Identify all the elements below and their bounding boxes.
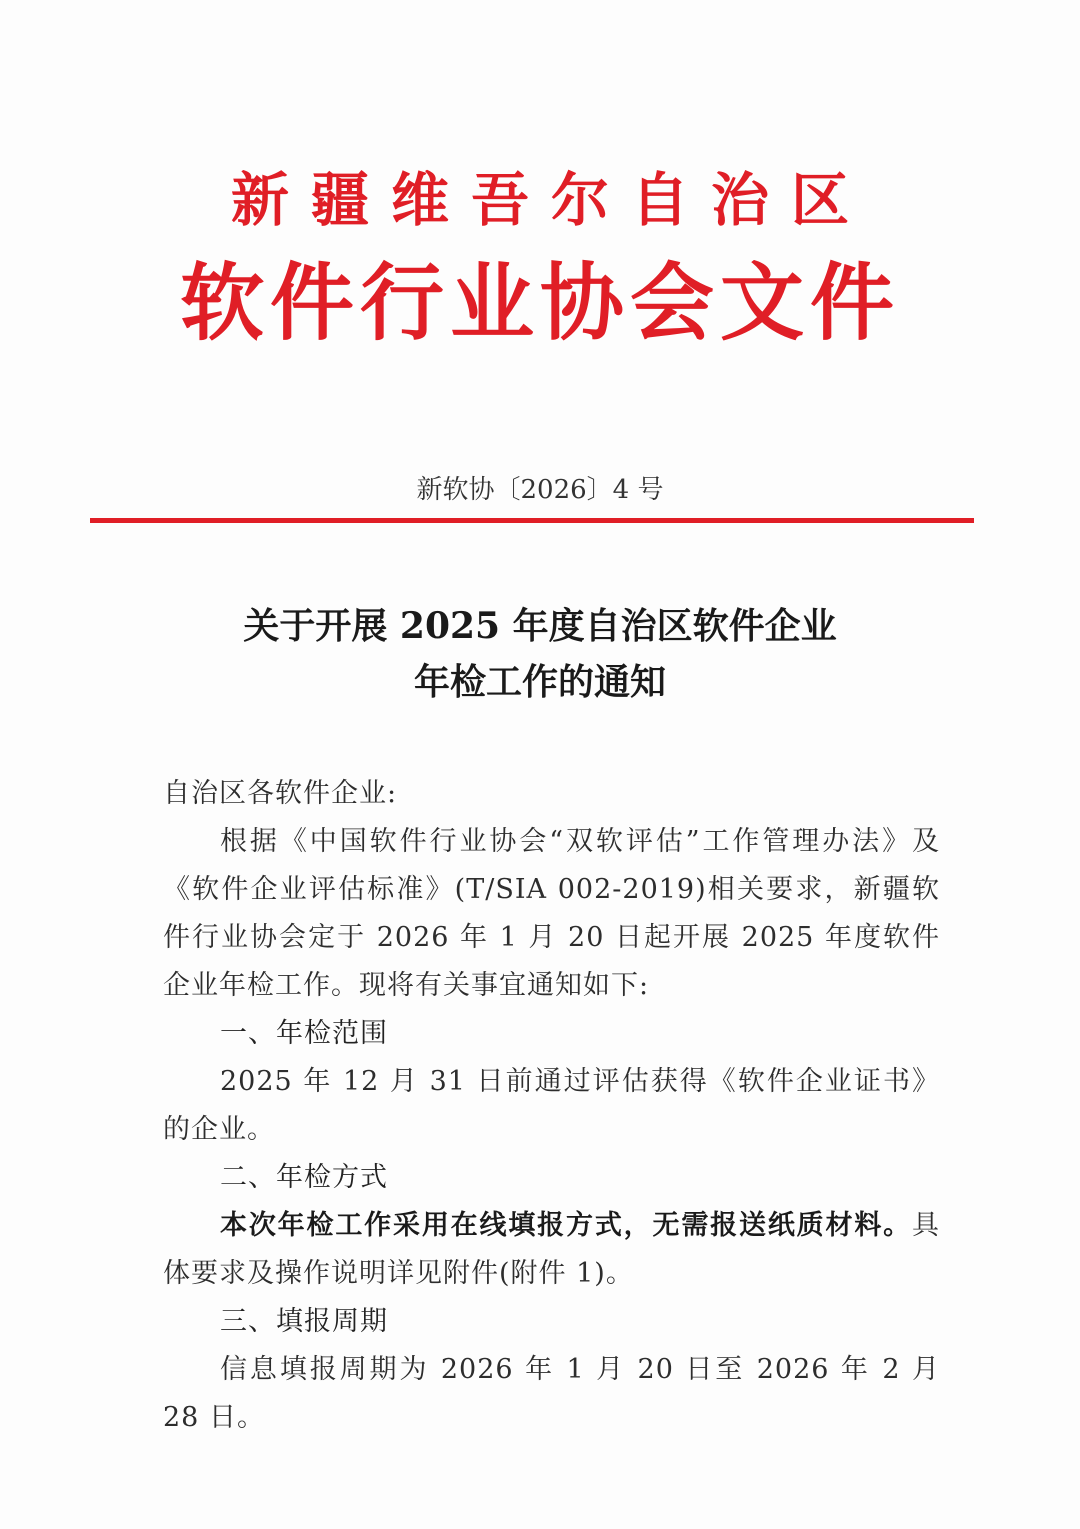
document-title [0,598,1080,710]
red-divider-line [90,518,974,523]
document-title-line1: 关于开展 2025 年度自治区软件企业 [243,605,837,647]
document-title-line2: 年检工作的通知 [413,661,666,703]
section2-bold-text: 本次年检工作采用在线填报方式，无需报送纸质材料。 [220,1210,912,1241]
intro-paragraph: 根据《中国软件行业协会“双软评估”工作管理办法》及《软件企业评估标准》(T/SIA 002-2019)相关要求，新疆软件行业协会定于 2026 年 1 月 20 日起开展 2025 年度软件企业年检工作。现将有关事宜通知如下: [163,826,940,1001]
issuer-header-line1: 新疆维吾尔自治区 [230,166,871,234]
section3-heading: 三、填报周期 [220,1306,388,1337]
section2-heading: 二、年检方式 [220,1162,388,1193]
issuer-header-line2: 软件行业协会文件 [179,254,900,352]
section2-text: 具体要求及操作说明详见附件(附件 1)。 [163,1210,940,1289]
section2-paragraph [163,1202,940,1298]
section1-heading: 一、年检范围 [220,1018,388,1049]
section3-paragraph: 信息填报周期为 2026 年 1 月 20 日至 2026 年 2 月 28 日。 [163,1354,940,1433]
section1-paragraph: 2025 年 12 月 31 日前通过评估获得《软件企业证书》的企业。 [163,1066,940,1145]
document-body [163,770,940,1442]
salutation: 自治区各软件企业: [163,778,398,809]
document-number: 新软协〔2026〕4 号 [416,475,664,505]
